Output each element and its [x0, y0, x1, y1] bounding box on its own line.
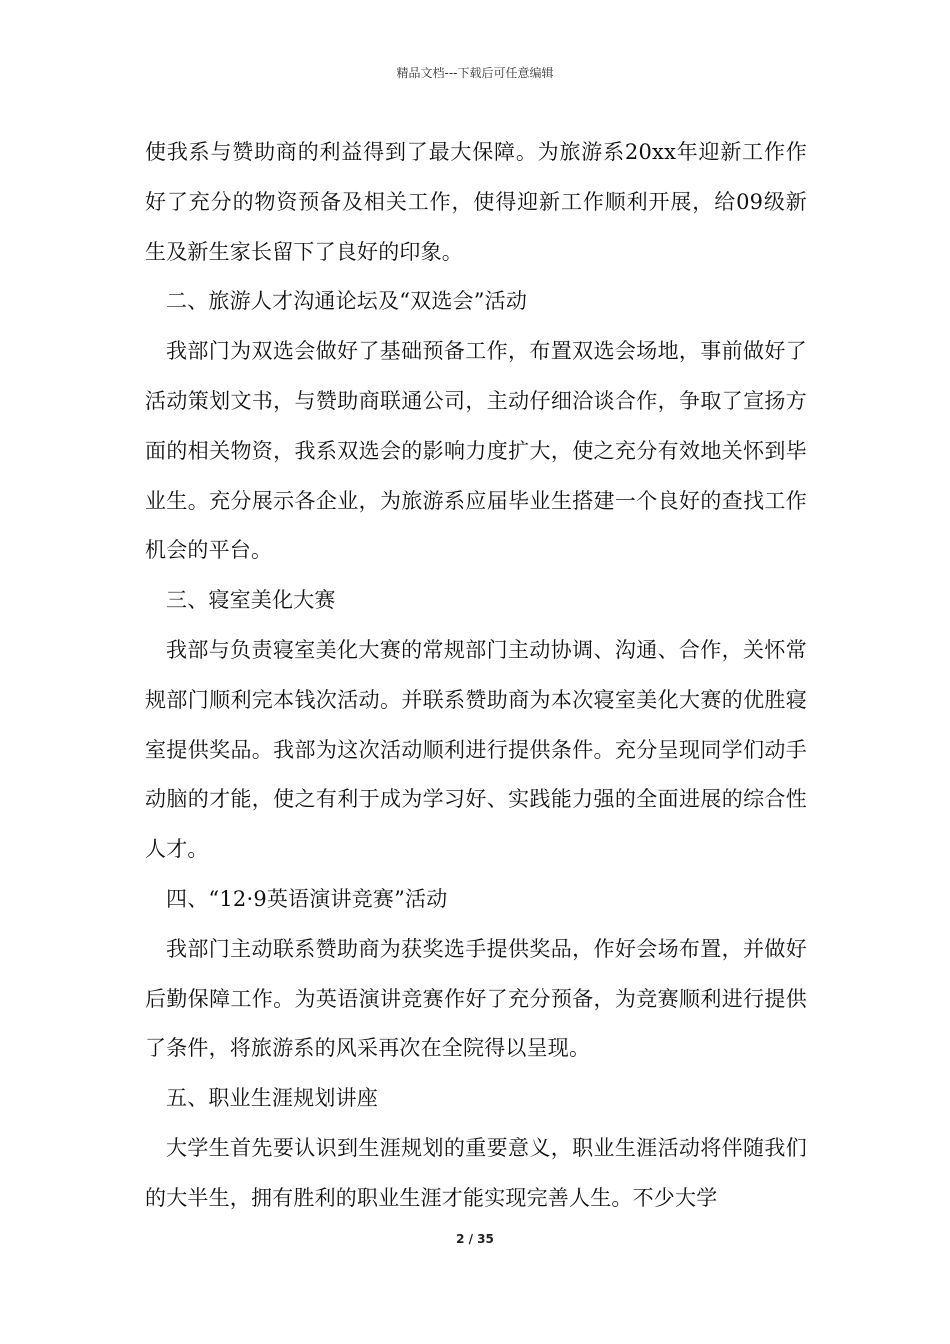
paragraph-welcome-work: 使我系与赞助商的利益得到了最大保障。为旅游系20xx年迎新工作作好了充分的物资预备及相关工作，使得迎新工作顺利开展，给09级新生及新生家长留下了良好的印象。 — [145, 140, 807, 264]
section-heading-english-speech: 四、“12·9英语演讲竞赛”活动 — [166, 886, 448, 911]
page-number: 2 / 35 — [456, 1232, 494, 1246]
paragraph-career-lecture: 大学生首先要认识到生涯规划的重要意义，职业生涯活动将伴随我们的大半生，拥有胜利的职业生涯才能实现完善人生。不少大学 — [145, 1135, 807, 1210]
paragraph-talent-forum: 我部门为双选会做好了基础预备工作，布置双选会场地，事前做好了活动策划文书，与赞助商联通公司，主动仔细洽谈合作，争取了宣扬方面的相关物资，我系双选会的影响力度扩大，使之充分有效地关怀到毕业生。充分展示各企业，为旅游系应届毕业生搭建一个良好的查找工作机会的平台。 — [145, 339, 807, 563]
document-body — [145, 128, 807, 1224]
section-heading-dorm-contest: 三、寝室美化大赛 — [166, 588, 336, 613]
page-header: 精品文档---下载后可任意编辑 — [396, 66, 554, 80]
paragraph-dorm-contest: 我部与负责寝室美化大赛的常规部门主动协调、沟通、合作，关怀常规部门顺利完本钱次活动。并联系赞助商为本次寝室美化大赛的优胜寝室提供奖品。我部为这次活动顺利进行提供条件。充分呈现同学们动手动脑的才能，使之有利于成为学习好、实践能力强的全面进展的综合性人才。 — [145, 637, 807, 862]
paragraph-english-speech: 我部门主动联系赞助商为获奖选手提供奖品，作好会场布置，并做好后勤保障工作。为英语演讲竞赛作好了充分预备，为竞赛顺利进行提供了条件，将旅游系的风采再次在全院得以呈现。 — [145, 936, 807, 1061]
section-heading-talent-forum: 二、旅游人才沟通论坛及“双选会”活动 — [166, 289, 528, 314]
section-heading-career-lecture: 五、职业生涯规划讲座 — [166, 1086, 378, 1111]
